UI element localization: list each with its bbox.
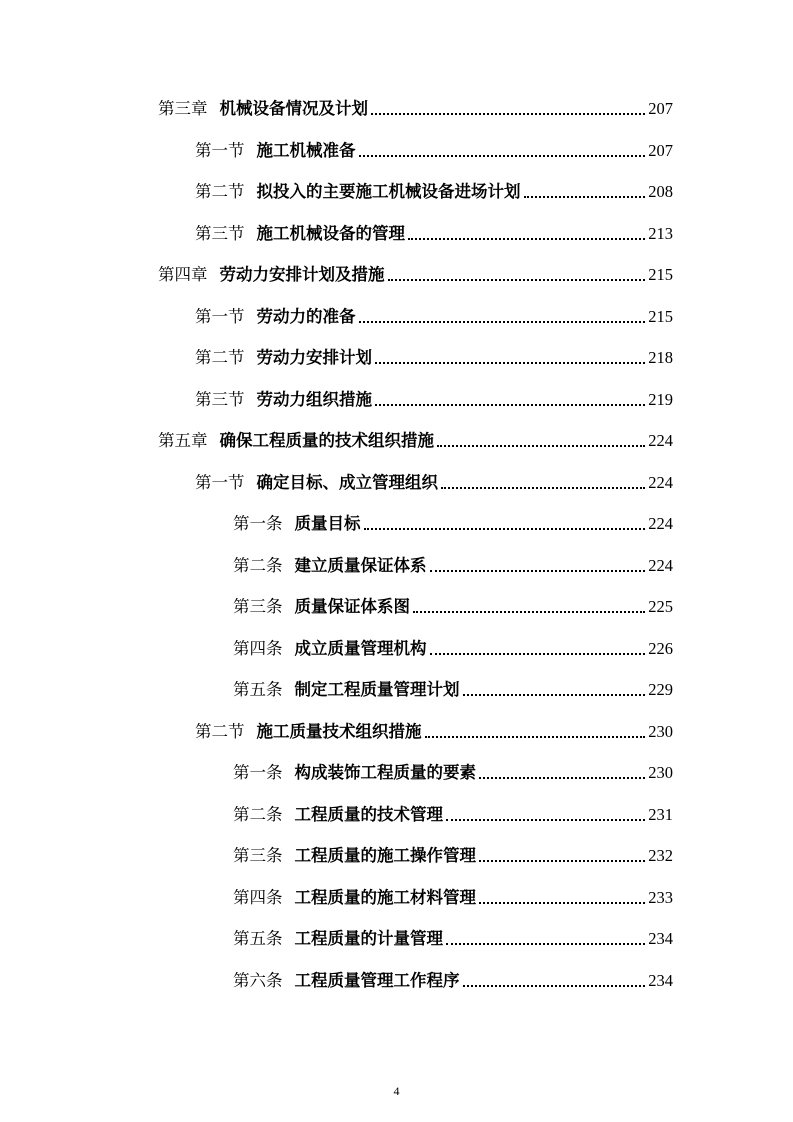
toc-entry-label: 第三章 — [158, 99, 208, 118]
toc-dot-leader — [359, 321, 646, 323]
toc-entry-article[interactable] — [233, 844, 673, 868]
toc-entry-page: 226 — [648, 639, 673, 658]
toc-entry-article[interactable] — [233, 512, 673, 536]
toc-entry-title: 机械设备情况及计划 — [219, 99, 368, 118]
toc-entry-page: 224 — [648, 431, 673, 450]
toc-entry-section[interactable] — [195, 139, 673, 163]
toc-dot-leader — [437, 445, 645, 447]
toc-entry-label: 第五条 — [233, 929, 283, 948]
toc-entry-article[interactable] — [233, 637, 673, 661]
toc-entry-label: 第四条 — [233, 639, 283, 658]
toc-entry-label: 第三条 — [233, 597, 283, 616]
toc-entry-title: 工程质量的施工操作管理 — [294, 846, 476, 865]
toc-entry-article[interactable] — [233, 761, 673, 785]
toc-entry-title: 劳动力组织措施 — [256, 390, 372, 409]
toc-entry-title: 劳动力安排计划 — [256, 348, 372, 367]
toc-entry-title: 建立质量保证体系 — [294, 556, 427, 575]
toc-entry-page: 229 — [648, 680, 673, 699]
toc-dot-leader — [375, 404, 645, 406]
toc-entry-title: 工程质量的计量管理 — [294, 929, 443, 948]
toc-dot-leader — [479, 902, 645, 904]
toc-entry-title: 拟投入的主要施工机械设备进场计划 — [256, 182, 521, 201]
toc-entry-section[interactable] — [195, 471, 673, 495]
toc-entry-label: 第三节 — [195, 224, 245, 243]
toc-entry-page: 219 — [648, 390, 673, 409]
toc-entry-label: 第二条 — [233, 556, 283, 575]
toc-entry-label: 第一节 — [195, 141, 245, 160]
toc-entry-title: 施工机械准备 — [256, 141, 356, 160]
toc-entry-section[interactable] — [195, 305, 673, 329]
toc-entry-section[interactable] — [195, 180, 673, 204]
toc-entry-label: 第一条 — [233, 514, 283, 533]
toc-dot-leader — [425, 736, 646, 738]
toc-entry-title: 确定目标、成立管理组织 — [256, 473, 438, 492]
toc-dot-leader — [463, 985, 646, 987]
toc-dot-leader — [446, 819, 645, 821]
toc-dot-leader — [388, 279, 646, 281]
toc-dot-leader — [375, 362, 645, 364]
toc-entry-page: 224 — [648, 514, 673, 533]
toc-entry-title: 质量保证体系图 — [294, 597, 410, 616]
toc-entry-title: 质量目标 — [294, 514, 361, 533]
toc-entry-article[interactable] — [233, 886, 673, 910]
toc-entry-title: 制定工程质量管理计划 — [294, 680, 460, 699]
toc-entry-label: 第二节 — [195, 182, 245, 201]
toc-entry-page: 232 — [648, 846, 673, 865]
toc-entry-page: 224 — [648, 556, 673, 575]
toc-entry-section[interactable] — [195, 222, 673, 246]
toc-entry-label: 第六条 — [233, 971, 283, 990]
toc-entry-label: 第一条 — [233, 763, 283, 782]
toc-entry-label: 第二条 — [233, 805, 283, 824]
toc-dot-leader — [524, 196, 646, 198]
toc-dot-leader — [364, 528, 646, 530]
toc-entry-title: 构成装饰工程质量的要素 — [294, 763, 476, 782]
toc-entry-page: 234 — [648, 971, 673, 990]
toc-entry-title: 确保工程质量的技术组织措施 — [219, 431, 434, 450]
toc-entry-page: 231 — [648, 805, 673, 824]
toc-entry-label: 第一节 — [195, 307, 245, 326]
toc-entry-label: 第三节 — [195, 390, 245, 409]
toc-entry-page: 230 — [648, 763, 673, 782]
toc-entry-label: 第四条 — [233, 888, 283, 907]
toc-dot-leader — [408, 238, 645, 240]
toc-entry-label: 第四章 — [158, 265, 208, 284]
toc-dot-leader — [479, 860, 645, 862]
toc-entry-article[interactable] — [233, 969, 673, 993]
toc-entry-page: 234 — [648, 929, 673, 948]
toc-entry-article[interactable] — [233, 554, 673, 578]
toc-dot-leader — [359, 155, 646, 157]
toc-entry-chapter-4[interactable] — [158, 263, 673, 287]
toc-entry-article[interactable] — [233, 595, 673, 619]
toc-dot-leader — [463, 694, 646, 696]
toc-entry-title: 工程质量管理工作程序 — [294, 971, 460, 990]
toc-entry-page: 207 — [648, 99, 673, 118]
toc-entry-article[interactable] — [233, 678, 673, 702]
toc-entry-article[interactable] — [233, 803, 673, 827]
toc-entry-article[interactable] — [233, 927, 673, 951]
toc-dot-leader — [479, 777, 645, 779]
toc-entry-chapter-5[interactable] — [158, 429, 673, 453]
toc-entry-label: 第二节 — [195, 722, 245, 741]
toc-entry-page: 233 — [648, 888, 673, 907]
toc-entry-section[interactable] — [195, 720, 673, 744]
toc-entry-page: 230 — [648, 722, 673, 741]
toc-entry-label: 第三条 — [233, 846, 283, 865]
toc-entry-page: 224 — [648, 473, 673, 492]
toc-entry-label: 第一节 — [195, 473, 245, 492]
toc-dot-leader — [441, 487, 645, 489]
toc-entry-title: 劳动力的准备 — [256, 307, 356, 326]
toc-entry-page: 218 — [648, 348, 673, 367]
toc-entry-page: 225 — [648, 597, 673, 616]
toc-entry-section[interactable] — [195, 346, 673, 370]
toc-entry-title: 施工质量技术组织措施 — [256, 722, 422, 741]
toc-entry-page: 207 — [648, 141, 673, 160]
toc-entry-page: 215 — [648, 307, 673, 326]
toc-entry-page: 215 — [648, 265, 673, 284]
toc-entry-title: 施工机械设备的管理 — [256, 224, 405, 243]
toc-entry-chapter-3[interactable] — [158, 97, 673, 121]
toc-entry-page: 213 — [648, 224, 673, 243]
toc-entry-page: 208 — [648, 182, 673, 201]
page-number: 4 — [393, 1084, 400, 1098]
toc-entry-label: 第五条 — [233, 680, 283, 699]
toc-entry-label: 第二节 — [195, 348, 245, 367]
toc-entry-section[interactable] — [195, 388, 673, 412]
toc-entry-title: 工程质量的技术管理 — [294, 805, 443, 824]
toc-entry-title: 工程质量的施工材料管理 — [294, 888, 476, 907]
toc-dot-leader — [446, 943, 645, 945]
toc-dot-leader — [430, 570, 646, 572]
toc-entry-title: 成立质量管理机构 — [294, 639, 427, 658]
toc-entry-title: 劳动力安排计划及措施 — [219, 265, 385, 284]
toc-dot-leader — [413, 611, 645, 613]
toc-dot-leader — [371, 113, 645, 115]
toc-dot-leader — [430, 653, 646, 655]
toc-entry-label: 第五章 — [158, 431, 208, 450]
